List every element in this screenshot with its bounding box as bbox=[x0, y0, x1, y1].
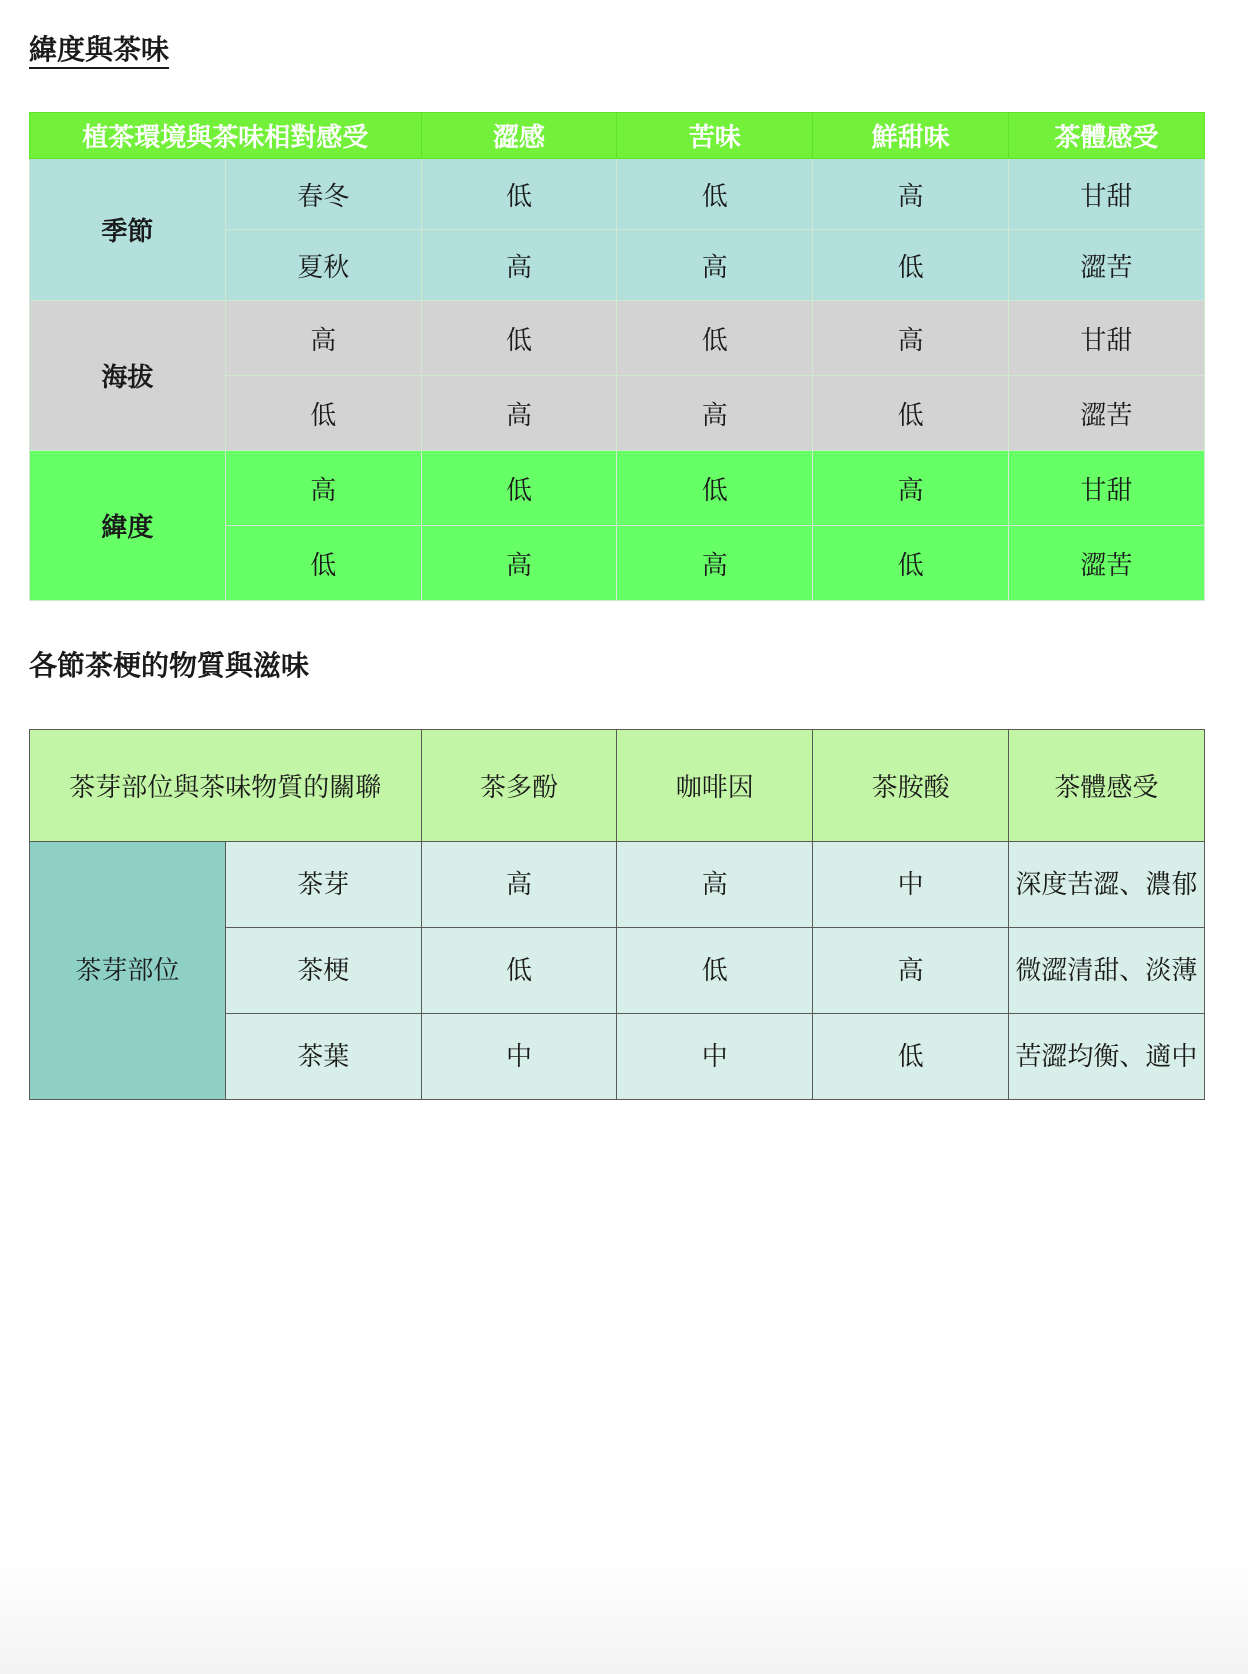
header-environment: 植茶環境與茶味相對感受 bbox=[30, 113, 422, 159]
table-cell: 甘甜 bbox=[1009, 451, 1205, 526]
table-cell: 高 bbox=[421, 526, 617, 601]
table-cell: 茶葉 bbox=[225, 1014, 421, 1100]
header-caffeine: 咖啡因 bbox=[617, 730, 813, 842]
table-cell: 高 bbox=[617, 526, 813, 601]
table-cell: 低 bbox=[617, 301, 813, 376]
header-theanine: 茶胺酸 bbox=[813, 730, 1009, 842]
table-cell: 高 bbox=[813, 451, 1009, 526]
header-polyphenols: 茶多酚 bbox=[421, 730, 617, 842]
table-cell: 茶梗 bbox=[225, 928, 421, 1014]
table-cell: 高 bbox=[813, 159, 1009, 230]
table-row bbox=[30, 451, 1205, 526]
table-cell: 高 bbox=[617, 842, 813, 928]
table-cell: 中 bbox=[421, 1014, 617, 1100]
section1-title: 緯度與茶味 bbox=[29, 33, 170, 66]
table-cell: 低 bbox=[813, 526, 1009, 601]
table-cell: 高 bbox=[421, 376, 617, 451]
table-cell: 低 bbox=[617, 928, 813, 1014]
latitude-taste-table bbox=[29, 112, 1205, 601]
header-bud-part-relation: 茶芽部位與茶味物質的關聯 bbox=[30, 730, 422, 842]
table-cell: 低 bbox=[421, 301, 617, 376]
table-cell: 高 bbox=[225, 451, 421, 526]
section2-title: 各節茶梗的物質與滋味 bbox=[29, 649, 310, 682]
table-row bbox=[30, 842, 1205, 928]
table-cell: 低 bbox=[225, 376, 421, 451]
table-cell: 低 bbox=[617, 159, 813, 230]
table-cell: 低 bbox=[813, 376, 1009, 451]
table-cell: 春冬 bbox=[225, 159, 421, 230]
group-label-latitude: 緯度 bbox=[30, 451, 226, 601]
table-cell: 深度苦澀、濃郁 bbox=[1009, 842, 1205, 928]
table-cell: 低 bbox=[225, 526, 421, 601]
group-label-altitude: 海拔 bbox=[30, 301, 226, 451]
table-cell: 高 bbox=[421, 842, 617, 928]
table-cell: 澀苦 bbox=[1009, 526, 1205, 601]
table-cell: 甘甜 bbox=[1009, 301, 1205, 376]
table-cell: 高 bbox=[813, 301, 1009, 376]
table-cell: 甘甜 bbox=[1009, 159, 1205, 230]
table-cell: 低 bbox=[421, 928, 617, 1014]
table-cell: 低 bbox=[421, 159, 617, 230]
table-cell: 低 bbox=[813, 1014, 1009, 1100]
table-cell: 茶芽 bbox=[225, 842, 421, 928]
table-cell: 高 bbox=[617, 230, 813, 301]
table-cell: 澀苦 bbox=[1009, 230, 1205, 301]
table-cell: 低 bbox=[813, 230, 1009, 301]
header-astringency: 澀感 bbox=[421, 113, 617, 159]
table-cell: 中 bbox=[617, 1014, 813, 1100]
table-header-row bbox=[30, 113, 1205, 159]
table-cell: 微澀清甜、淡薄 bbox=[1009, 928, 1205, 1014]
table-cell: 高 bbox=[421, 230, 617, 301]
group-label-season: 季節 bbox=[30, 159, 226, 301]
table-cell: 低 bbox=[421, 451, 617, 526]
header-umami-sweetness: 鮮甜味 bbox=[813, 113, 1009, 159]
table-cell: 中 bbox=[813, 842, 1009, 928]
table-cell: 苦澀均衡、適中 bbox=[1009, 1014, 1205, 1100]
table-cell: 高 bbox=[617, 376, 813, 451]
header-bitterness: 苦味 bbox=[617, 113, 813, 159]
header-body-feel: 茶體感受 bbox=[1009, 730, 1205, 842]
table-cell: 高 bbox=[813, 928, 1009, 1014]
table-row bbox=[30, 159, 1205, 230]
table-cell: 高 bbox=[225, 301, 421, 376]
table-header-row bbox=[30, 730, 1205, 842]
tea-stem-substance-table bbox=[29, 729, 1205, 1100]
table-cell: 低 bbox=[617, 451, 813, 526]
table-row bbox=[30, 301, 1205, 376]
header-body-feel: 茶體感受 bbox=[1009, 113, 1205, 159]
table-cell: 澀苦 bbox=[1009, 376, 1205, 451]
table-cell: 夏秋 bbox=[225, 230, 421, 301]
group-label-bud-part: 茶芽部位 bbox=[30, 842, 226, 1100]
